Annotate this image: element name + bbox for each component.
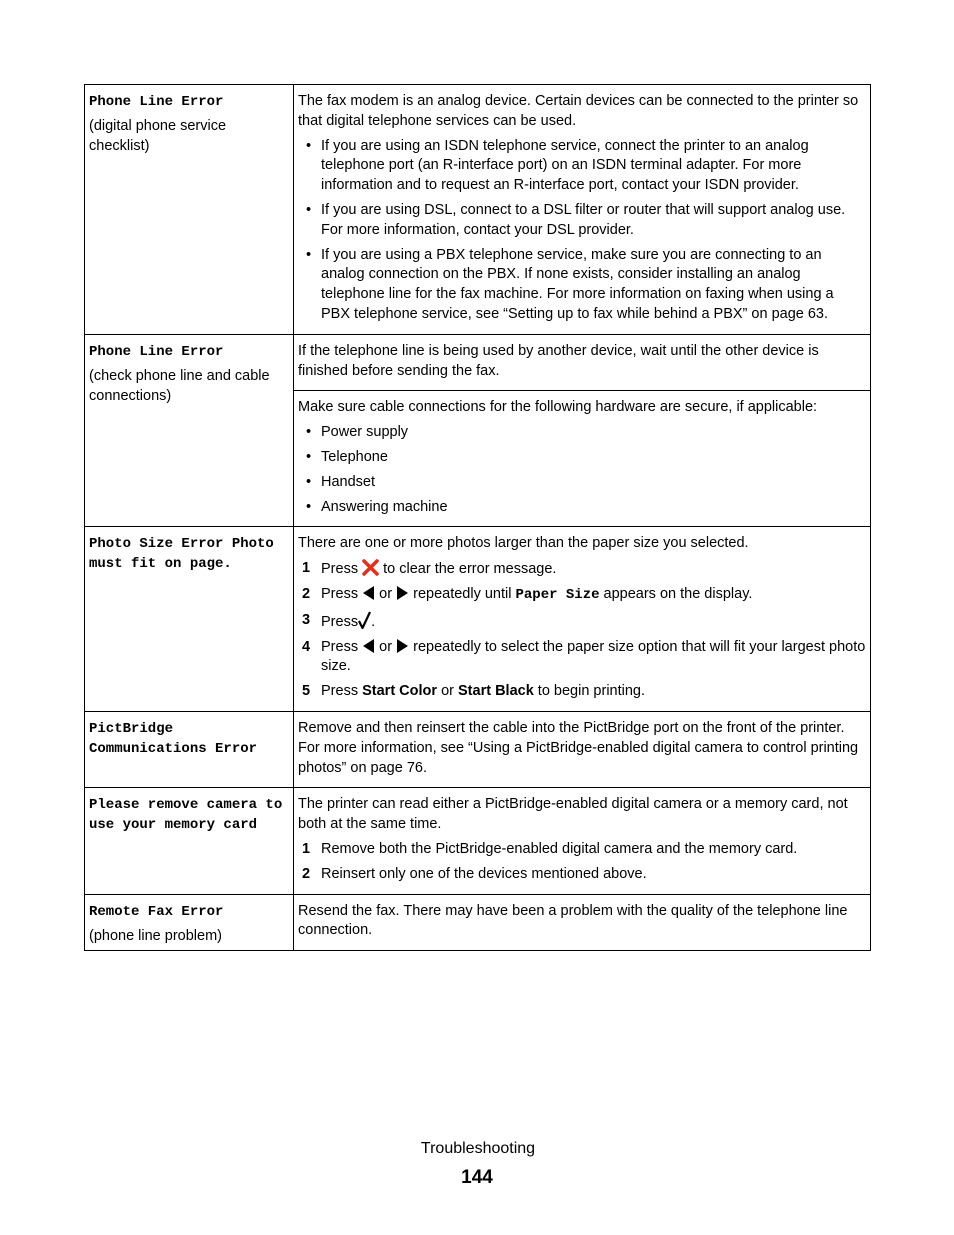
bullet-icon: •: [306, 498, 312, 515]
solution-text: Resend the fax. There may have been a problem with the quality of the telephone line connection.: [298, 902, 848, 939]
table-row: [85, 334, 871, 391]
step-item: 4 Press or repeatedly to select the paper size option that will fit your largest photo size.: [302, 638, 866, 675]
solution-text: Make sure cable connections for the following hardware are secure, if applicable:: [298, 399, 818, 416]
error-code: Please remove camera to use your memory card: [89, 797, 283, 834]
error-subtitle: (check phone line and cable connections): [89, 367, 270, 404]
table-row: [85, 894, 871, 951]
list-item: • If you are using DSL, connect to a DSL filter or router that will support analog use. For more information, contact your DSL provider.: [306, 201, 846, 238]
solution-cell: [294, 711, 871, 787]
message-cell: [85, 894, 294, 951]
bullet-icon: •: [306, 201, 312, 218]
error-code: Phone Line Error: [89, 94, 224, 110]
step-list: [298, 840, 866, 885]
message-cell: [85, 788, 294, 894]
list-item: • If you are using a PBX telephone service, make sure you are connecting to an analog connection on the PBX. If none exists, consider installing an analog telephone line for the fax machine. For more information on faxing when using a PBX telephone service, see “Setting up to fax while behind a PBX” on page 63.: [306, 246, 834, 322]
bullet-icon: •: [306, 137, 312, 154]
solution-cell: [294, 85, 871, 335]
bullet-icon: •: [306, 246, 312, 263]
error-code: Remote Fax Error: [89, 903, 224, 920]
message-cell: [85, 85, 294, 335]
solution-cell: [294, 788, 871, 894]
solution-cell: [294, 334, 871, 391]
solution-text: The fax modem is an analog device. Certain devices can be connected to the printer so that digital telephone services can be used.: [298, 93, 859, 129]
table-row: [85, 788, 871, 894]
left-arrow-icon: [362, 638, 375, 654]
bullet-icon: •: [306, 448, 312, 465]
list-item: • Handset: [298, 473, 866, 493]
footer-section-title: Troubleshooting: [420, 1140, 536, 1157]
bullet-icon: •: [306, 473, 312, 490]
step-item: 2 Press or repeatedly until Paper Size appears on the display.: [302, 585, 753, 603]
list-item: • If you are using an ISDN telephone service, connect the printer to an analog telephone port (an R-interface port) on an ISDN terminal adapter. For more information and to request an R-interface port, contact your ISDN provider.: [306, 137, 809, 194]
solution-cell: [294, 527, 871, 712]
bullet-list: [298, 423, 866, 517]
solution-cell: [294, 391, 871, 527]
message-cell: [85, 527, 294, 712]
step-item: 5 Press Start Color or Start Black to begin printing.: [302, 683, 646, 700]
bullet-icon: •: [306, 424, 312, 441]
solution-text: The printer can read either a PictBridge-enabled digital camera or a memory card, not both at the same time.: [298, 796, 848, 833]
solution-text: If the telephone line is being used by another device, wait until the other device is finished before sending the fax.: [298, 342, 819, 379]
solution-cell: [294, 894, 871, 951]
bullet-list: [298, 137, 866, 325]
step-item: 1 Press to clear the error message.: [302, 560, 557, 578]
list-item: • Power supply: [298, 423, 866, 443]
list-item: • Answering machine: [298, 498, 866, 518]
solution-text: There are one or more photos larger than the paper size you selected.: [298, 535, 749, 552]
table-row: [85, 85, 871, 335]
error-message-table: [84, 84, 871, 951]
table-row: [85, 527, 871, 712]
list-item: • Telephone: [298, 448, 866, 468]
message-cell: [85, 711, 294, 787]
step-item: 3 Press .: [302, 611, 376, 630]
step-list: [298, 559, 866, 702]
solution-text: Remove and then reinsert the cable into the PictBridge port on the front of the printer. For more information, see “Using a PictBridge-enabled digital camera to control printing photos” on page 76.: [298, 719, 859, 776]
error-subtitle: (digital phone service checklist): [89, 118, 227, 154]
cancel-x-icon: [362, 559, 379, 576]
checkmark-icon: [358, 611, 371, 629]
step-item: 1 Remove both the PictBridge-enabled digital camera and the memory card.: [302, 840, 798, 857]
left-arrow-icon: [362, 585, 375, 601]
error-code: Photo Size Error Photo must fit on page.: [89, 536, 274, 573]
button-name: Start Black: [458, 683, 534, 700]
right-arrow-icon: [396, 585, 409, 601]
error-code: PictBridge Communications Error: [89, 720, 258, 757]
button-name: Start Color: [362, 683, 438, 700]
message-cell: [85, 334, 294, 527]
error-code: Phone Line Error: [89, 343, 224, 360]
display-text: Paper Size: [515, 586, 600, 603]
page-number: 144: [461, 1167, 493, 1188]
table-row: [85, 711, 871, 787]
error-subtitle: (phone line problem): [89, 927, 222, 944]
right-arrow-icon: [396, 638, 409, 654]
step-item: 2 Reinsert only one of the devices mentioned above.: [302, 865, 647, 882]
